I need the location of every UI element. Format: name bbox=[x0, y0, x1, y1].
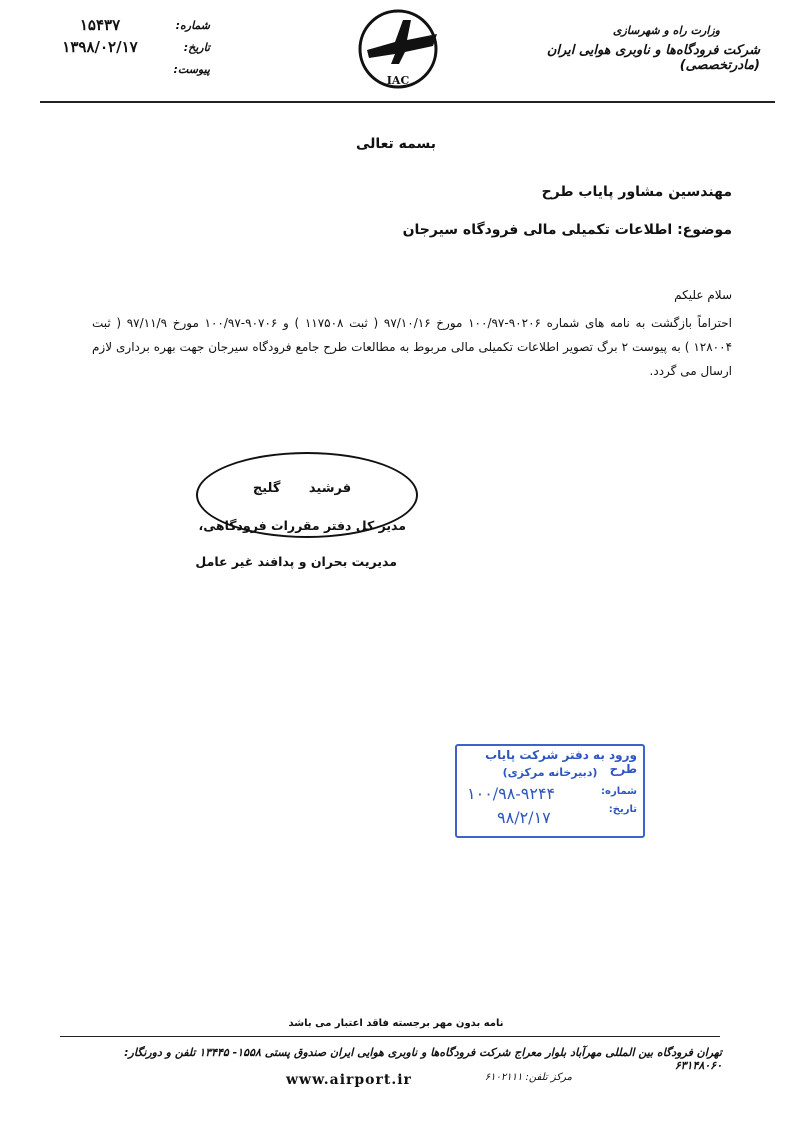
meta-date-row bbox=[40, 36, 210, 58]
stamp-date-value: ۹۸/۲/۱۷ bbox=[497, 808, 551, 827]
stamp-subtitle: (دبیرخانه مرکزی) bbox=[502, 766, 598, 779]
attachment-label: پیوست: bbox=[173, 62, 210, 76]
footer-address: تهران فرودگاه بین المللی مهرآباد بلوار معراج شرکت فرودگاه‌ها و ناوبری هوایی ایران صندوق پستی ۱۵۵۸- ۱۳۴۴۵ تلفن و دورنگار: ۶۳۱۴۸۰۶۰ bbox=[124, 1046, 722, 1072]
iac-logo bbox=[355, 6, 441, 92]
signatory-title: مدیر کل دفتر مقررات فرودگاهی، bbox=[198, 518, 406, 533]
company-name: شرکت فرودگاه‌ها و ناوبری هوایی ایران (مادرتخصصی) bbox=[546, 43, 760, 73]
letter-meta bbox=[40, 14, 210, 80]
signatory-name: فرشید گلیج bbox=[252, 481, 352, 496]
ministry-name: وزارت راه و شهرسازی bbox=[612, 24, 720, 37]
letter-body: احتراماً بازگشت به نامه های شماره ۹۰۲۰۶-۱۰۰/۹۷ مورخ ۹۷/۱۰/۱۶ ( ثبت ۱۱۷۵۰۸ ) و ۹۰۷۰۶-۱۰۰/۹۷ مورخ ۹۷/۱۱/۹ ( ثبت ۱۲۸۰۰۴ ) به پیوست ۲ برگ تصویر اطلاعات تکمیلی مالی مربوط به مطالعات طرح جامع فرودگاه سیرجان جهت بهره برداری لازم ارسال می گردد. bbox=[92, 316, 733, 378]
logo-text: IAC bbox=[386, 74, 410, 87]
footer-switchboard: مرکز تلفن: ۶۱۰۲۱۱۱ bbox=[484, 1072, 572, 1083]
header-divider bbox=[40, 101, 775, 103]
meta-number-row bbox=[40, 14, 210, 36]
meta-attachment-row bbox=[40, 58, 210, 80]
validity-note: نامه بدون مهر برجسته فاقد اعتبار می باشد bbox=[288, 1018, 504, 1029]
header-organization bbox=[500, 24, 760, 73]
stamp-title: ورود به دفتر شرکت پایاب طرح bbox=[485, 748, 637, 776]
received-stamp bbox=[455, 744, 645, 838]
logo-icon bbox=[355, 6, 441, 92]
stamp-date-label: تاریخ: bbox=[608, 804, 637, 815]
signatory-department: مدیریت بحران و پدافند غیر عامل bbox=[195, 554, 397, 569]
letter-number: ۱۵۴۳۷ bbox=[79, 16, 121, 34]
website-link[interactable]: www.airport.ir bbox=[286, 1072, 412, 1088]
number-label: شماره: bbox=[175, 18, 210, 32]
greeting: سلام علیکم bbox=[674, 288, 732, 302]
bismillah-heading: بسمه تعالی bbox=[355, 136, 437, 152]
footer-divider bbox=[60, 1036, 720, 1037]
subject-line: موضوع: اطلاعات تکمیلی مالی فرودگاه سیرجان bbox=[402, 222, 732, 238]
stamp-number-label: شماره: bbox=[601, 786, 637, 797]
date-label: تاریخ: bbox=[183, 40, 210, 54]
recipient: مهندسین مشاور پایاب طرح bbox=[541, 184, 732, 200]
stamp-number-value: ۱۰۰/۹۸-۹۲۴۴ bbox=[467, 784, 556, 803]
letter-date: ۱۳۹۸/۰۲/۱۷ bbox=[62, 38, 138, 56]
